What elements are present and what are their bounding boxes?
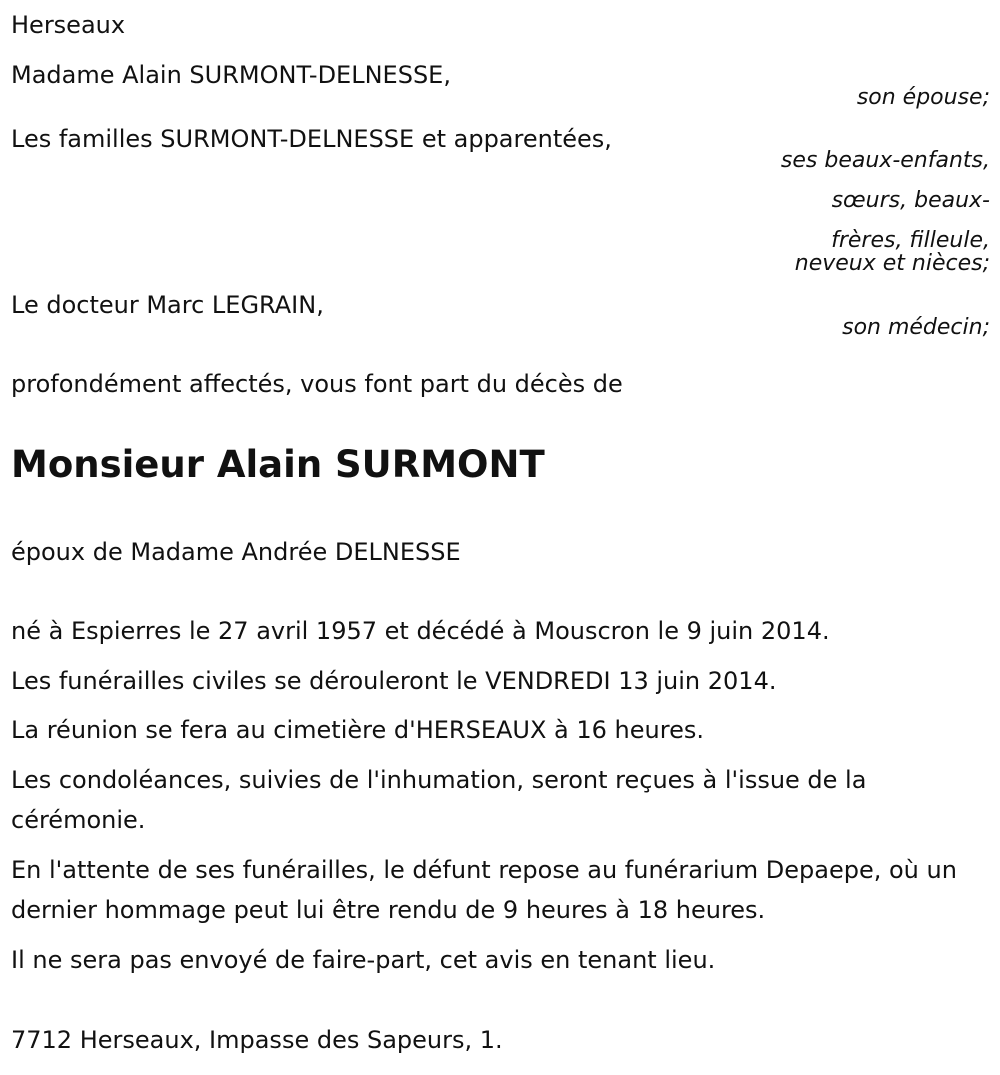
relation-families-line-3: frères, filleule, (831, 228, 990, 253)
relation-doctor: son médecin; (842, 315, 990, 340)
address-line: 7712 Herseaux, Impasse des Sapeurs, 1. (11, 1026, 503, 1054)
family-member-spouse: Madame Alain SURMONT-DELNESSE, (11, 61, 451, 89)
funeral-home-paragraph: En l'attente de ses funérailles, le défunt repose au funérarium Depaepe, où un dernier hommage peut lui être rendu de 9 heures à 18 heures. (11, 856, 957, 924)
relation-families-line-1: ses beaux-enfants, (780, 148, 990, 173)
family-member-families: Les familles SURMONT-DELNESSE et apparentées, (11, 125, 612, 153)
relation-families-line-4: neveux et nièces; (794, 251, 990, 276)
no-notice-paragraph: Il ne sera pas envoyé de faire-part, cet avis en tenant lieu. (11, 946, 716, 974)
funeral-date-paragraph: Les funérailles civiles se dérouleront le VENDREDI 13 juin 2014. (11, 667, 777, 695)
condolences-paragraph: Les condoléances, suivies de l'inhumation, seront reçues à l'issue de la cérémonie. (11, 766, 867, 834)
relation-families-line-2: sœurs, beaux- (831, 188, 990, 213)
announcement-text: profondément affectés, vous font part du décès de (11, 370, 623, 398)
birth-death-paragraph: né à Espierres le 27 avril 1957 et décédé à Mouscron le 9 juin 2014. (11, 617, 830, 645)
spouse-line: époux de Madame Andrée DELNESSE (11, 538, 461, 566)
relation-spouse: son épouse; (856, 85, 990, 110)
family-member-doctor: Le docteur Marc LEGRAIN, (11, 291, 324, 319)
location-header: Herseaux (11, 11, 126, 39)
deceased-name: Monsieur Alain SURMONT (11, 443, 545, 486)
meeting-paragraph: La réunion se fera au cimetière d'HERSEAUX à 16 heures. (11, 716, 704, 744)
